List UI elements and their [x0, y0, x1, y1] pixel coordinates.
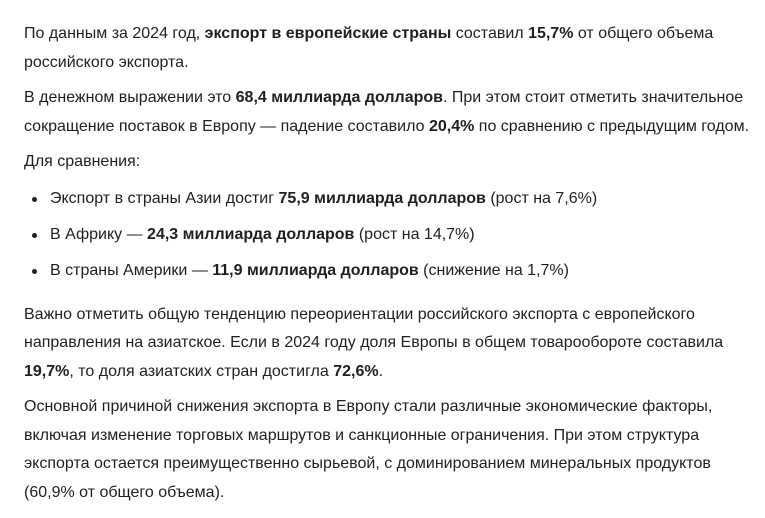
text: по сравнению с предыдущим годом.	[474, 117, 750, 135]
text: (рост на 7,6%)	[485, 189, 598, 207]
bold-text: 68,4 миллиарда долларов	[235, 89, 443, 106]
bold-text: экспорт в европейские страны	[204, 25, 452, 42]
text: от общего объема российского экспорта.	[24, 25, 714, 71]
text: Для сравнения:	[24, 153, 141, 170]
paragraph-main-reason	[24, 393, 755, 507]
text: . При этом стоит отметить значительное сокращение поставок в Европу — падение составило	[24, 89, 744, 135]
text: , то доля азиатских стран достигла	[69, 362, 334, 380]
bullet-icon	[32, 269, 37, 274]
paragraph-europe-share	[24, 20, 755, 77]
bold-text: 72,6%	[333, 362, 379, 380]
text: В страны Америки —	[50, 261, 213, 279]
text: Основной причиной снижения экспорта в Европу стали различные экономические факторы, включая изменение торговых маршрутов и санкционные ограничения. При этом структура экспорта остается преимущественно сырьевой, с доминированием минеральных продуктов (60,9% от общего объема).	[24, 398, 713, 501]
paragraph-reorientation	[24, 301, 755, 387]
bold-text: 11,9 миллиарда долларов	[212, 261, 419, 279]
list-item	[24, 221, 755, 257]
paragraph-comparison-intro	[24, 148, 755, 177]
text: По данным за 2024 год,	[24, 25, 205, 42]
list-item	[24, 185, 755, 221]
text: (рост на 14,7%)	[354, 225, 475, 243]
bold-text: 75,9 миллиарда долларов	[278, 189, 486, 207]
bullet-icon	[32, 233, 37, 238]
comparison-list	[24, 185, 755, 293]
paragraph-monetary-value	[24, 84, 755, 141]
text: .	[378, 362, 384, 380]
text: Важно отметить общую тенденцию переориентации российского экспорта с европейского направления на азиатское. Если в 2024 году доля Европы в общем товарообороте составила	[24, 305, 724, 351]
text: В денежном выражении это	[24, 89, 236, 106]
text: (снижение на 1,7%)	[418, 261, 569, 279]
list-item	[24, 257, 755, 293]
bold-text: 15,7%	[528, 25, 574, 42]
bullet-icon	[32, 197, 37, 202]
text: В Африку —	[50, 225, 148, 243]
text: Экспорт в страны Азии достиг	[50, 189, 279, 207]
bold-text: 24,3 миллиарда долларов	[147, 225, 355, 243]
text: составил	[451, 25, 529, 42]
bold-text: 20,4%	[428, 117, 475, 135]
bold-text: 19,7%	[24, 362, 70, 380]
